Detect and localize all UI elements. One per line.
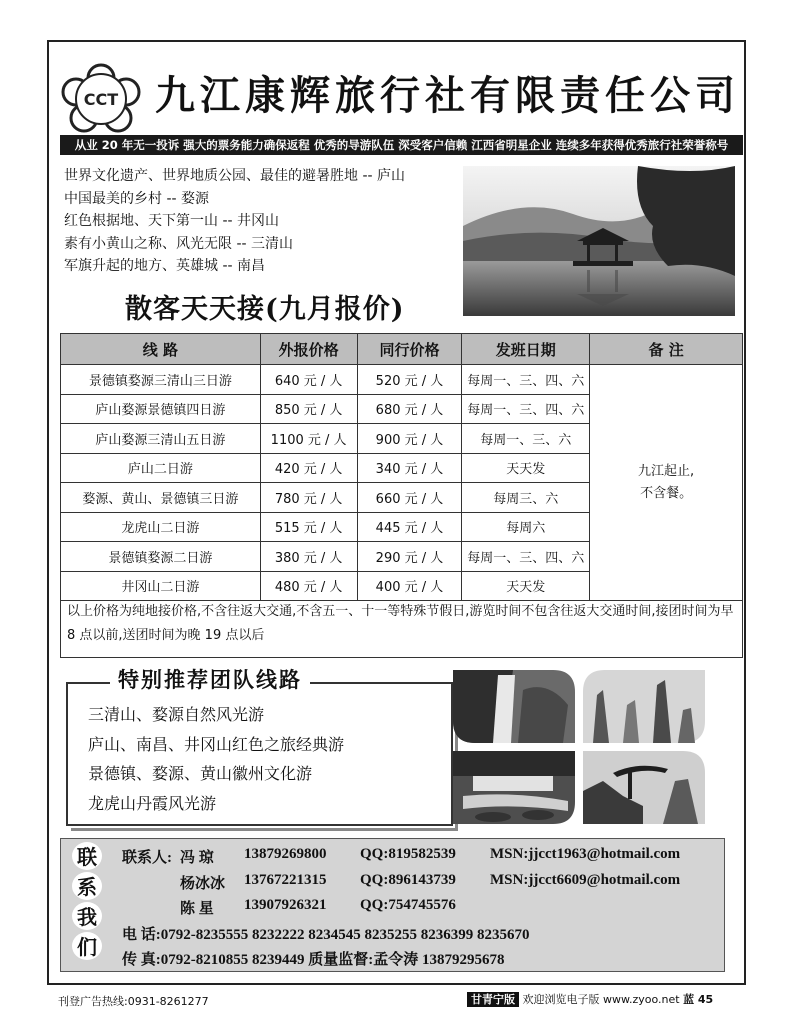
header-remarks: 备 注 (590, 334, 743, 365)
feature-item: 中国最美的乡村 -- 婺源 (64, 190, 210, 207)
contact-msn: MSN:jjcct1963@hotmail.com (490, 846, 681, 862)
logo-text: CCT (83, 90, 119, 109)
headline: 散客天天接(九月报价) (125, 294, 405, 325)
phone-numbers: 电 话:0792-8235555 8232222 8234545 8235255 8236399 8235670 (122, 926, 530, 943)
retail-price-cell: 1100 元 / 人 (260, 424, 357, 454)
trade-price-cell: 340 元 / 人 (357, 453, 462, 483)
feature-list (64, 165, 405, 278)
schedule-cell: 天天发 (462, 571, 590, 601)
waterfall-rock-photo (453, 670, 575, 743)
retail-price-cell: 780 元 / 人 (260, 483, 357, 513)
footer-edition (467, 991, 713, 1007)
feature-item: 世界文化遗产、世界地质公园、最佳的避暑胜地 -- 庐山 (64, 168, 406, 184)
trade-price-cell: 680 元 / 人 (357, 394, 462, 424)
feature-item: 红色根据地、天下第一山 -- 井冈山 (64, 213, 280, 229)
recommend-item: 龙虎山丹霞风光游 (88, 793, 217, 813)
fax-and-supervisor: 传 真:0792-8210855 8239449 质量监督:孟令涛 13879295678 (122, 952, 505, 968)
route-cell: 景德镇婺源二日游 (61, 542, 261, 572)
contact-qq: QQ:819582539 (360, 846, 456, 862)
schedule-cell: 天天发 (462, 453, 590, 483)
route-cell: 龙虎山二日游 (61, 512, 261, 542)
pine-cliff-photo (583, 751, 705, 824)
schedule-cell: 每周一、三、四、六 (462, 542, 590, 572)
contact-name: 陈 星 (180, 901, 214, 917)
cascade-stream-photo (453, 751, 575, 824)
site-text: 欢迎浏览电子版 www.zyoo.net (522, 993, 680, 1006)
schedule-cell: 每周三、六 (462, 483, 590, 513)
recommend-item: 庐山、南昌、井冈山红色之旅经典游 (88, 734, 345, 754)
contact-label-char: 系 (72, 872, 102, 900)
table-row (61, 365, 743, 395)
schedule-cell: 每周一、三、六 (462, 424, 590, 454)
header-retail-price: 外报价格 (260, 334, 357, 365)
retail-price-cell: 850 元 / 人 (260, 394, 357, 424)
lake-pavilion-photo (463, 166, 735, 316)
contact-label-char: 联 (72, 842, 102, 870)
cct-logo (60, 62, 142, 134)
schedule-cell: 每周六 (462, 512, 590, 542)
trade-price-cell: 290 元 / 人 (357, 542, 462, 572)
retail-price-cell: 480 元 / 人 (260, 571, 357, 601)
slogan-bar: 从业 20 年无一投诉 强大的票务能力确保返程 优秀的导游队伍 深受客户信赖 江西省明星企业 连续多年获得优秀旅行社荣誉称号 (60, 135, 743, 155)
schedule-cell: 每周一、三、四、六 (462, 365, 590, 395)
recommend-item: 景德镇、婺源、黄山徽州文化游 (88, 764, 313, 783)
header-schedule: 发班日期 (462, 334, 590, 365)
feature-item: 素有小黄山之称、风光无限 -- 三清山 (64, 235, 294, 252)
edition-badge: 甘青宁版 (467, 992, 519, 1007)
contact-qq: QQ:754745576 (360, 897, 456, 913)
company-name: 九江康辉旅行社有限责任公司 (155, 72, 740, 119)
route-cell: 庐山二日游 (61, 453, 261, 483)
feature-item: 军旗升起的地方、英雄城 -- 南昌 (64, 258, 266, 274)
trade-price-cell: 900 元 / 人 (357, 424, 462, 454)
price-table (60, 333, 743, 601)
route-cell: 婺源、黄山、景德镇三日游 (61, 483, 261, 513)
trade-price-cell: 660 元 / 人 (357, 483, 462, 513)
page-number: 蓝 45 (683, 993, 714, 1006)
remark-line: 不含餐。 (640, 485, 693, 501)
header-route: 线 路 (61, 334, 261, 365)
recommend-title: 特别推荐团队线路 (110, 664, 310, 694)
contact-label-char: 们 (72, 932, 102, 960)
route-cell: 庐山婺源三清山五日游 (61, 424, 261, 454)
contact-name: 杨冰冰 (180, 875, 226, 892)
misty-peaks-photo (583, 670, 705, 743)
header-trade-price: 同行价格 (357, 334, 462, 365)
remarks-cell (590, 365, 743, 601)
price-footnote: 以上价格为纯地接价格,不含往返大交通,不含五一、十一等特殊节假日,游览时间不包含往返大交通时间,接团时间为早 8 点以前,送团时间为晚 19 点以后 (60, 596, 743, 658)
contact-phone: 13879269800 (244, 846, 327, 862)
route-cell: 景德镇婺源三清山三日游 (61, 365, 261, 395)
retail-price-cell: 515 元 / 人 (260, 512, 357, 542)
contact-phone: 13767221315 (244, 871, 327, 888)
recommend-list (88, 700, 344, 818)
contact-name: 冯 琼 (180, 850, 214, 866)
retail-price-cell: 420 元 / 人 (260, 453, 357, 483)
trade-price-cell: 520 元 / 人 (357, 365, 462, 395)
route-cell: 庐山婺源景德镇四日游 (61, 394, 261, 424)
contact-msn: MSN:jjcct6609@hotmail.com (490, 871, 681, 888)
contact-qq: QQ:896143739 (360, 871, 456, 888)
contact-label-char: 我 (72, 902, 102, 930)
schedule-cell: 每周一、三、四、六 (462, 394, 590, 424)
retail-price-cell: 640 元 / 人 (260, 365, 357, 395)
retail-price-cell: 380 元 / 人 (260, 542, 357, 572)
recommend-item: 三清山、婺源自然风光游 (88, 705, 265, 724)
table-header-row (61, 334, 743, 365)
trade-price-cell: 445 元 / 人 (357, 512, 462, 542)
contact-us-label (66, 840, 108, 962)
trade-price-cell: 400 元 / 人 (357, 571, 462, 601)
ad-hotline: 刊登广告热线:0931-8261277 (58, 995, 209, 1008)
contact-person-label: 联系人: (122, 850, 172, 866)
remark-line: 九江起止, (638, 463, 695, 479)
contact-phone: 13907926321 (244, 897, 327, 913)
route-cell: 井冈山二日游 (61, 571, 261, 601)
